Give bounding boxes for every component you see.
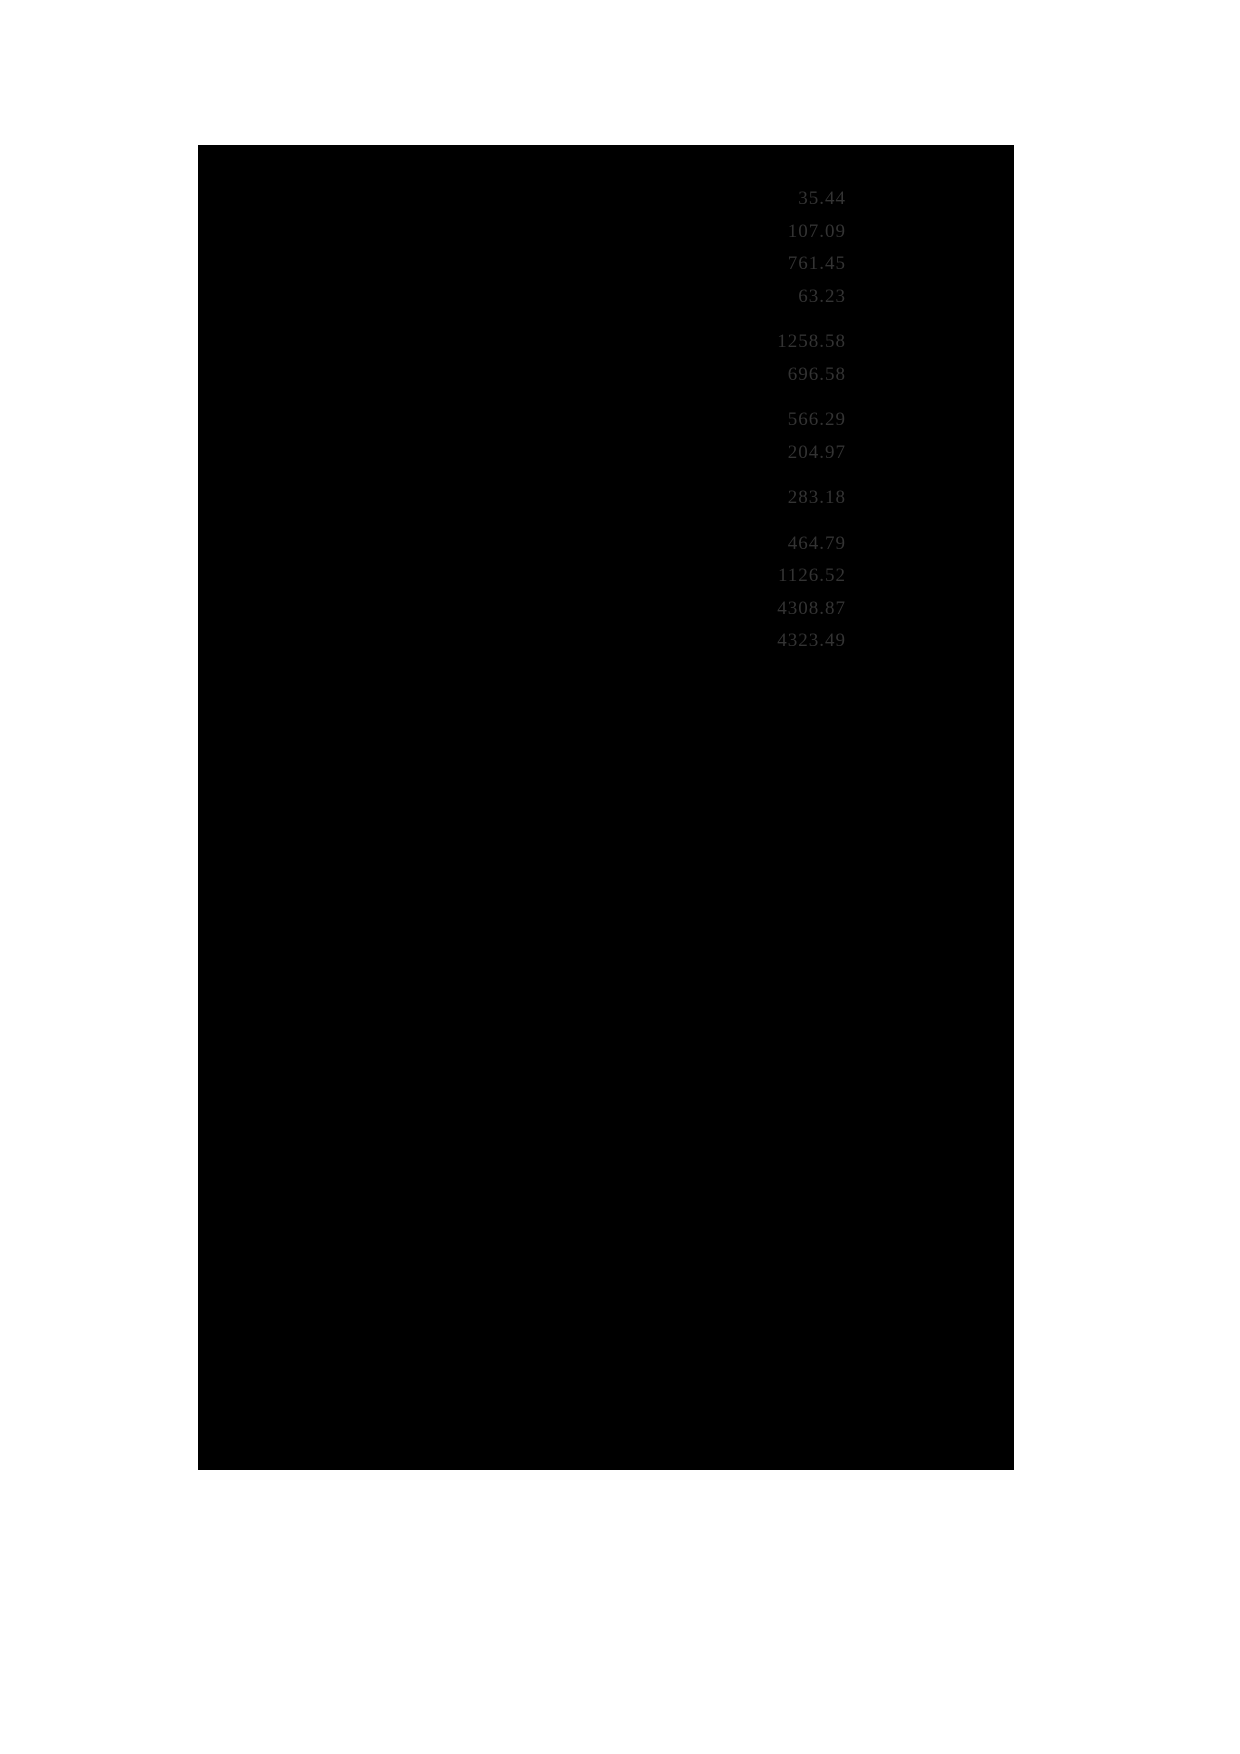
numeric-value-row: 464.79 xyxy=(787,532,846,554)
numeric-value-row: 1258.58 xyxy=(777,331,846,352)
numeric-value-row: 566.29 xyxy=(787,409,846,430)
numeric-value-row: 696.58 xyxy=(787,363,846,385)
numeric-value-row: 35.44 xyxy=(798,188,846,209)
numeric-value-row: 1126.52 xyxy=(777,565,846,586)
numeric-value-row: 107.09 xyxy=(787,220,846,242)
numeric-value-row: 204.97 xyxy=(787,441,846,463)
document-page xyxy=(198,145,1014,1470)
numeric-value-row: 761.45 xyxy=(787,253,846,274)
numeric-value-row: 4308.87 xyxy=(777,597,846,619)
numeric-value-column xyxy=(676,183,846,658)
numeric-value-row: 4323.49 xyxy=(777,630,846,651)
numeric-value-row: 283.18 xyxy=(787,487,846,508)
numeric-value-row: 63.23 xyxy=(798,285,846,307)
